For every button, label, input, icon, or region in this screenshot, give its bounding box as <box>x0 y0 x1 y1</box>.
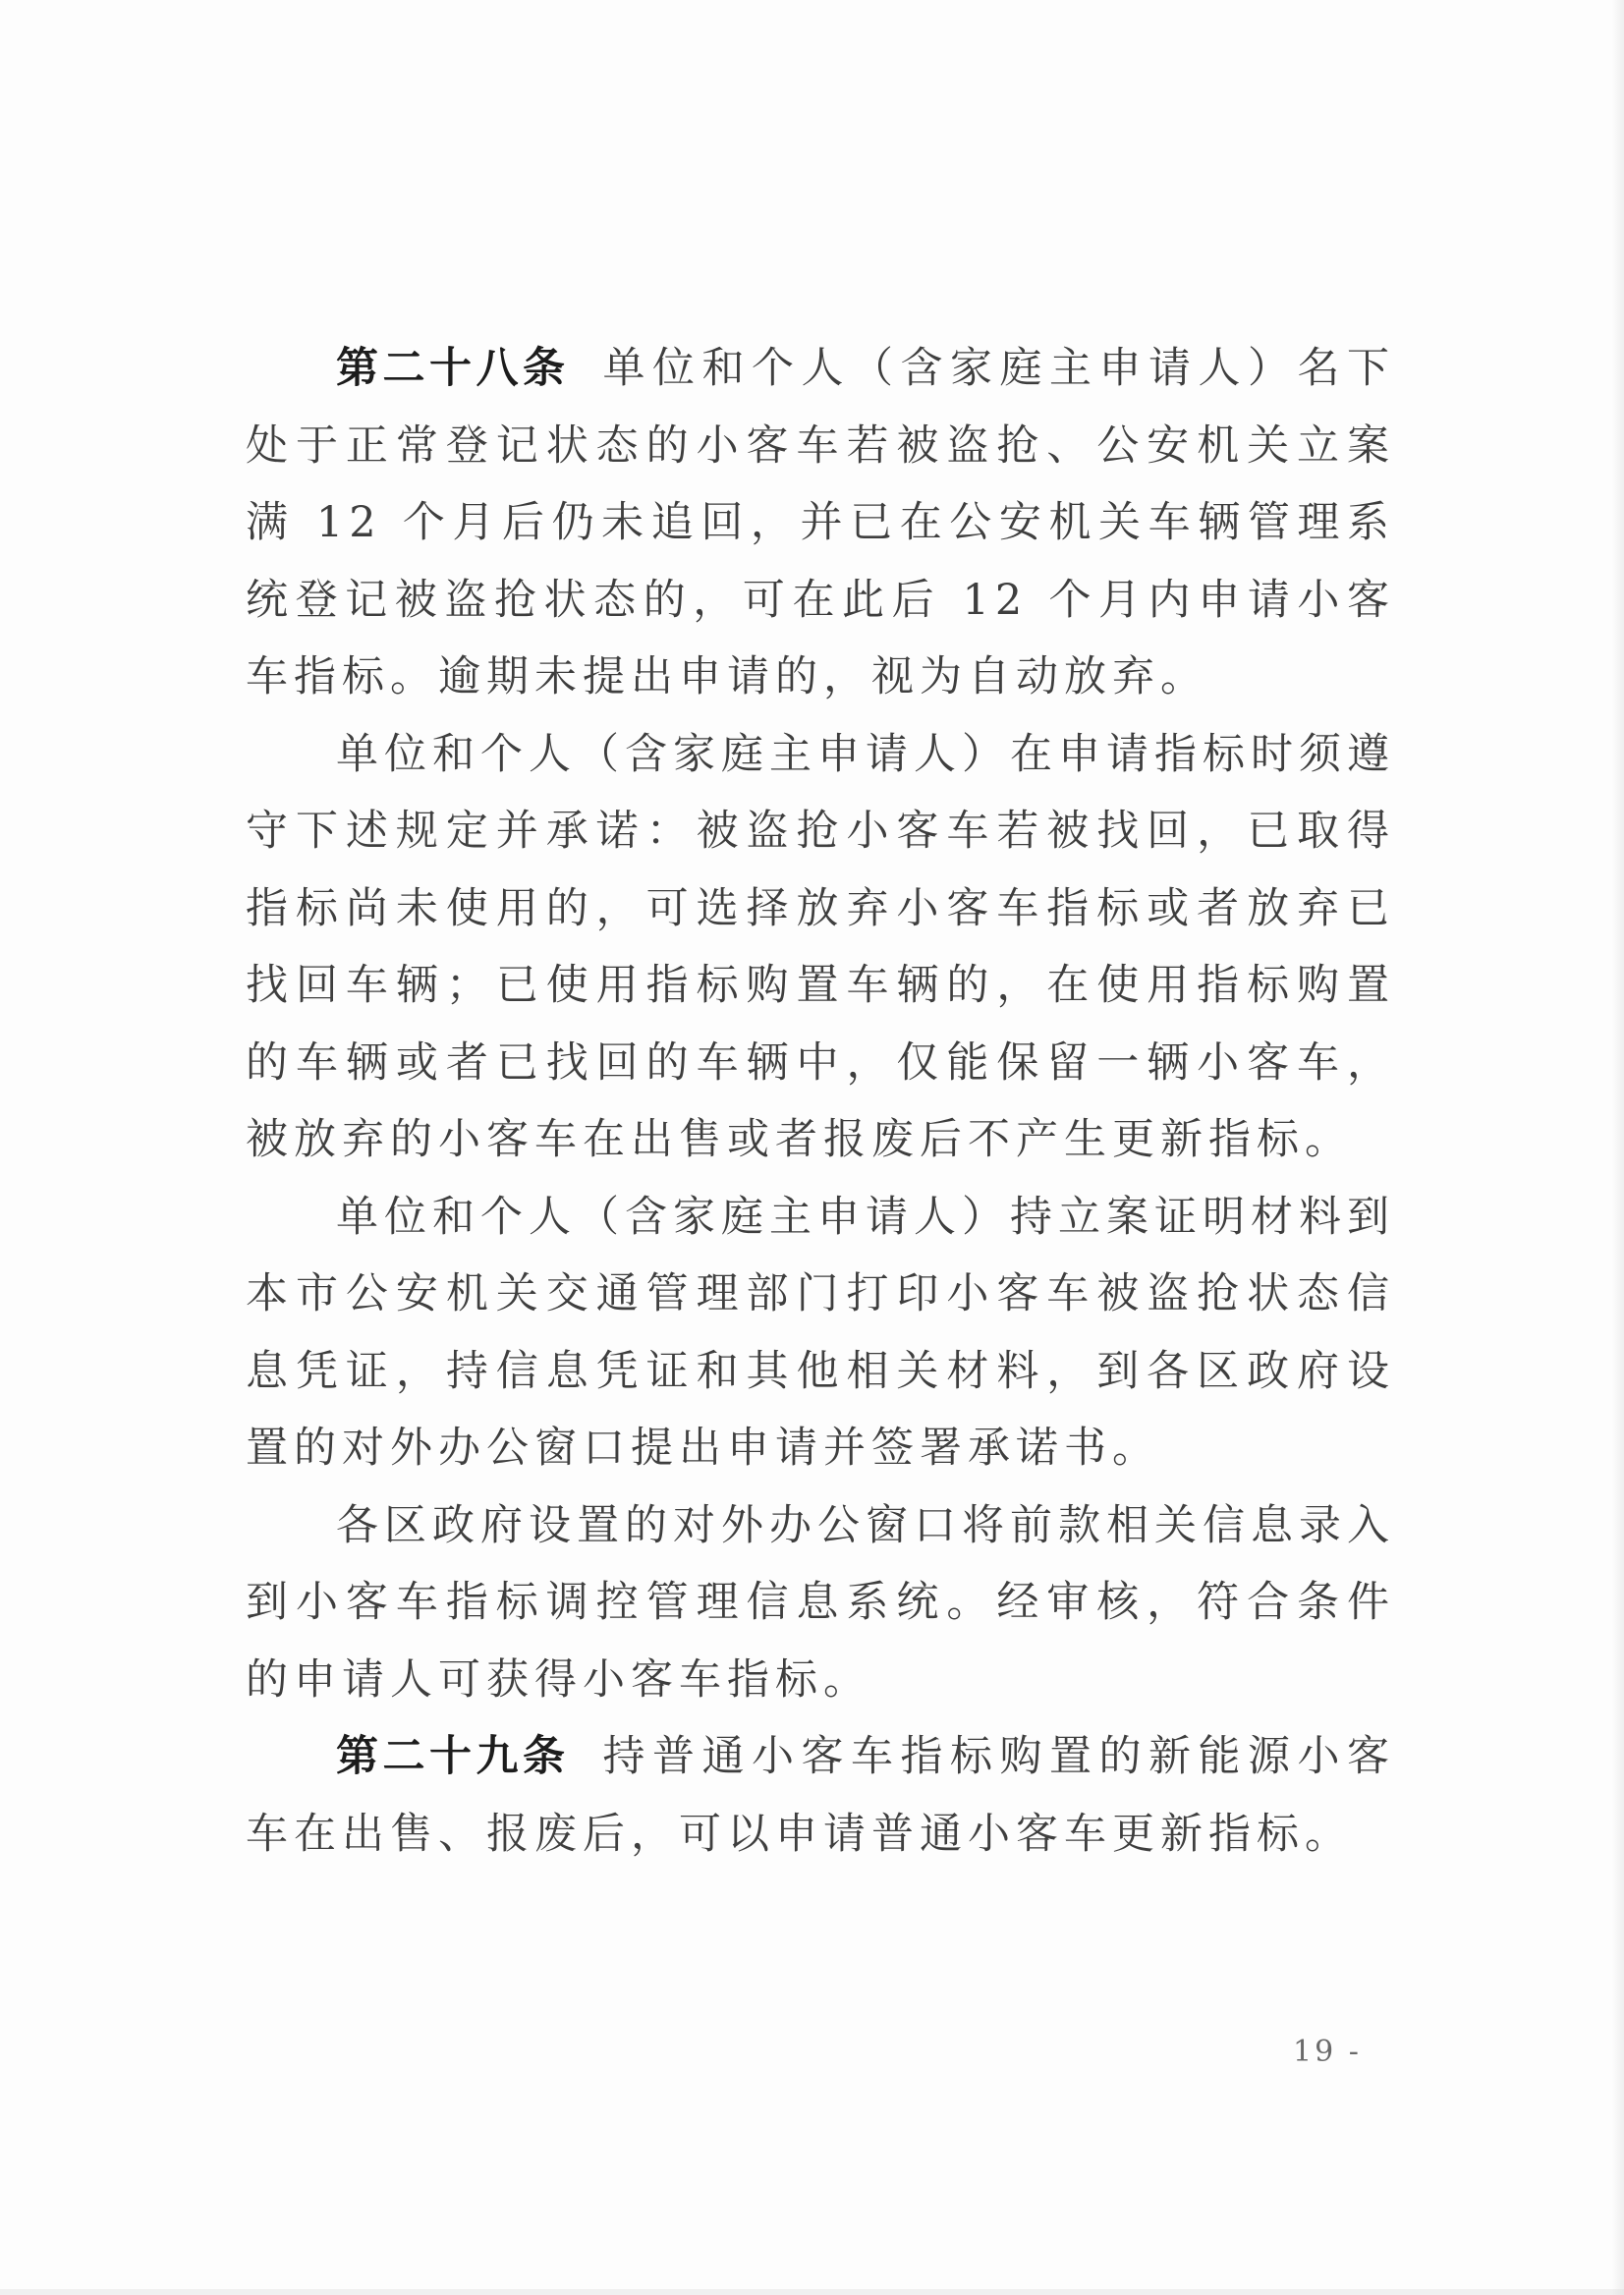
article-29-paragraph <box>246 1718 1395 1873</box>
clause-4-text: 各区政府设置的对外办公窗口将前款相关信息录入到小客车指标调控管理信息系统。经审核，符合条件的申请人可获得小客车指标。 <box>246 1500 1395 1705</box>
clause-3-text: 单位和个人（含家庭主申请人）持立案证明材料到本市公安机关交通管理部门打印小客车被盗抢状态信息凭证，持信息凭证和其他相关材料，到各区政府设置的对外办公窗口提出申请并签署承诺书。 <box>246 1192 1395 1473</box>
article-29-text: 持普通小客车指标购置的新能源小客车在出售、报废后，可以申请普通小客车更新指标。 <box>246 1732 1395 1859</box>
article-29-heading: 第二十九条 <box>336 1732 570 1781</box>
article-28-text: 单位和个人（含家庭主申请人）名下处于正常登记状态的小客车若被盗抢、公安机关立案满 12 个月后仍未追回，并已在公安机关车辆管理系统登记被盗抢状态的，可在此后 12 个月内申请小客车指标。逾期未提出申请的，视为自动放弃。 <box>246 344 1395 701</box>
article-28-clause-2 <box>246 716 1395 1179</box>
scan-edge-shadow <box>1612 0 1624 2295</box>
document-body <box>246 330 1395 1873</box>
article-28-paragraph <box>246 330 1395 716</box>
article-28-heading: 第二十八条 <box>336 344 570 393</box>
article-28-clause-3 <box>246 1179 1395 1487</box>
article-28-clause-4 <box>246 1487 1395 1719</box>
scan-edge-bottom <box>0 2289 1624 2295</box>
clause-2-text: 单位和个人（含家庭主申请人）在申请指标时须遵守下述规定并承诺：被盗抢小客车若被找回，已取得指标尚未使用的，可选择放弃小客车指标或者放弃已找回车辆；已使用指标购置车辆的，在使用指标购置的车辆或者已找回的车辆中，仅能保留一辆小客车，被放弃的小客车在出售或者报废后不产生更新指标。 <box>246 729 1395 1164</box>
page-number: 19 - <box>1293 2035 1362 2069</box>
